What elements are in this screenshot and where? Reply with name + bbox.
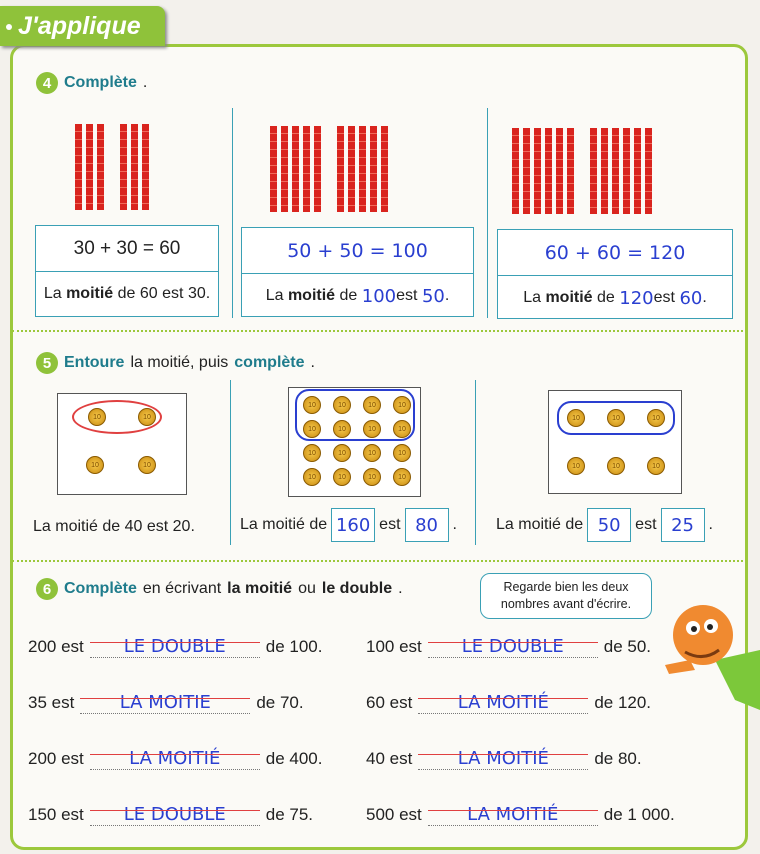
answer-field[interactable]: LE DOUBLE — [90, 804, 260, 826]
tens-group — [590, 128, 652, 214]
fill-in-row — [28, 692, 304, 714]
ten-bar — [86, 124, 93, 210]
tens-group — [270, 126, 321, 212]
ex4-answer-box — [241, 227, 474, 317]
ten-bar — [370, 126, 377, 212]
number-label: 40 est — [366, 749, 413, 768]
reference-label: de 75. — [265, 805, 314, 824]
fill-in-row — [366, 636, 651, 658]
fill-in-row — [366, 692, 651, 714]
ten-bar — [556, 128, 563, 214]
coin-10-icon: 10 — [647, 457, 665, 475]
answer-box[interactable]: 25 — [661, 508, 705, 542]
tens-group — [120, 124, 149, 210]
ten-bar — [348, 126, 355, 212]
divider — [232, 108, 233, 318]
ten-bar — [545, 128, 552, 214]
coin-10-icon: 10 — [363, 420, 381, 438]
answer-field[interactable]: LA MOITIÉ — [418, 748, 588, 770]
answer-field[interactable]: LA MOITIÉ — [418, 692, 588, 714]
divider — [487, 108, 488, 318]
half-sentence: La moitié de 60 est 30. — [43, 285, 211, 302]
section-divider — [12, 330, 747, 332]
equation: 30 + 30 = 60 — [36, 226, 218, 272]
answer-box[interactable]: 50 — [587, 508, 631, 542]
coin-box — [548, 390, 682, 494]
coin-10-icon: 10 — [647, 409, 665, 427]
number-label: 500 est — [366, 805, 422, 824]
fill-in-row — [28, 748, 323, 770]
fill-in-row — [28, 804, 313, 826]
ten-bar — [590, 128, 597, 214]
tens-bars — [512, 128, 652, 214]
ex4-answer-box — [35, 225, 219, 317]
number-label: 200 est — [28, 637, 84, 656]
section-tab: J'applique — [0, 6, 165, 46]
answer-field[interactable]: 50 — [421, 285, 445, 307]
ex4-title: 4 Complète . — [36, 72, 147, 94]
tens-bars — [270, 126, 388, 212]
ten-bar — [623, 128, 630, 214]
ten-bar — [612, 128, 619, 214]
ex5-sentence: La moitié de 160 est 80 . — [240, 508, 457, 542]
coin-10-icon: 10 — [303, 420, 321, 438]
coin-10-icon: 10 — [303, 468, 321, 486]
coin-10-icon: 10 — [303, 396, 321, 414]
ten-bar — [97, 124, 104, 210]
reference-label: de 80. — [594, 749, 642, 768]
ex4-answer-box — [497, 229, 733, 319]
answer-field[interactable]: LE DOUBLE — [90, 636, 260, 658]
coin-10-icon: 10 — [393, 420, 411, 438]
reference-label: de 400. — [265, 749, 323, 768]
coin-10-icon: 10 — [607, 457, 625, 475]
tens-group — [75, 124, 104, 210]
ten-bar — [337, 126, 344, 212]
number-label: 200 est — [28, 749, 84, 768]
tens-group — [337, 126, 388, 212]
answer-field[interactable]: LA MOITIÉ — [428, 804, 598, 826]
tiger-mascot-icon — [655, 590, 760, 710]
answer-box[interactable]: 80 — [405, 508, 449, 542]
number-label: 35 est — [28, 693, 75, 712]
ten-bar — [270, 126, 277, 212]
answer-box[interactable]: 160 — [331, 508, 375, 542]
ten-bar — [314, 126, 321, 212]
ten-bar — [512, 128, 519, 214]
coin-10-icon: 10 — [363, 444, 381, 462]
ex5-title: 5 Entoure la moitié, puis complète . — [36, 352, 315, 374]
coin-10-icon: 10 — [333, 396, 351, 414]
coin-10-icon: 10 — [363, 468, 381, 486]
ex5-sentence: La moitié de 50 est 25 . — [496, 508, 713, 542]
section-divider — [12, 560, 747, 562]
coin-10-icon: 10 — [363, 396, 381, 414]
number-label: 100 est — [366, 637, 422, 656]
ten-bar — [292, 126, 299, 212]
fill-in-row — [28, 636, 323, 658]
coin-10-icon: 10 — [138, 408, 156, 426]
divider — [230, 380, 231, 545]
half-sentence: La moitié de 120 est 60 . — [523, 287, 707, 309]
ex5-sentence: La moitié de 40 est 20. — [33, 518, 195, 535]
ten-bar — [359, 126, 366, 212]
number-label: 60 est — [366, 693, 413, 712]
coin-10-icon: 10 — [138, 456, 156, 474]
circled-half[interactable] — [557, 401, 675, 435]
answer-field[interactable]: 60 — [679, 287, 703, 309]
number-label: 150 est — [28, 805, 84, 824]
ten-bar — [75, 124, 82, 210]
ten-bar — [131, 124, 138, 210]
coin-10-icon: 10 — [303, 444, 321, 462]
coin-10-icon: 10 — [567, 409, 585, 427]
equation-field[interactable]: 50 + 50 = 100 — [242, 228, 473, 274]
ten-bar — [120, 124, 127, 210]
tens-bars — [75, 124, 149, 210]
ten-bar — [381, 126, 388, 212]
coin-10-icon: 10 — [333, 468, 351, 486]
ten-bar — [523, 128, 530, 214]
coin-box — [57, 393, 187, 495]
divider — [475, 380, 476, 545]
coin-10-icon: 10 — [393, 396, 411, 414]
circled-half[interactable] — [72, 400, 162, 434]
equation-field[interactable]: 60 + 60 = 120 — [498, 230, 732, 276]
ten-bar — [645, 128, 652, 214]
ten-bar — [142, 124, 149, 210]
coin-10-icon: 10 — [86, 456, 104, 474]
ten-bar — [281, 126, 288, 212]
ten-bar — [634, 128, 641, 214]
ten-bar — [601, 128, 608, 214]
hint-bubble: Regarde bien les deux nombres avant d'écrire. — [480, 573, 652, 619]
fill-in-row — [366, 748, 642, 770]
answer-field[interactable]: LA MOITIÉ — [90, 748, 260, 770]
reference-label: de 70. — [256, 693, 304, 712]
reference-label: de 50. — [603, 637, 652, 656]
reference-label: de 100. — [265, 637, 323, 656]
ex6-title: 6 Complète en écrivant la moitié ou le double . — [36, 578, 403, 600]
coin-10-icon: 10 — [393, 468, 411, 486]
coin-10-icon: 10 — [333, 420, 351, 438]
ex4-number: 4 — [36, 72, 58, 94]
coin-10-icon: 10 — [607, 409, 625, 427]
coin-10-icon: 10 — [393, 444, 411, 462]
answer-field[interactable]: LE DOUBLE — [428, 636, 598, 658]
answer-field[interactable]: LA MOITIE — [80, 692, 250, 714]
reference-label: de 120. — [594, 693, 652, 712]
ten-bar — [303, 126, 310, 212]
ten-bar — [534, 128, 541, 214]
half-sentence: La moitié de 100 est 50 . — [265, 285, 450, 307]
fill-in-row — [366, 804, 675, 826]
answer-field[interactable]: 120 — [619, 287, 654, 309]
reference-label: de 1 000. — [603, 805, 675, 824]
answer-field[interactable]: 100 — [361, 285, 397, 307]
ten-bar — [567, 128, 574, 214]
coin-10-icon: 10 — [567, 457, 585, 475]
tens-group — [512, 128, 574, 214]
circled-half[interactable] — [295, 389, 415, 441]
coin-10-icon: 10 — [88, 408, 106, 426]
coin-10-icon: 10 — [333, 444, 351, 462]
coin-box — [288, 387, 421, 497]
